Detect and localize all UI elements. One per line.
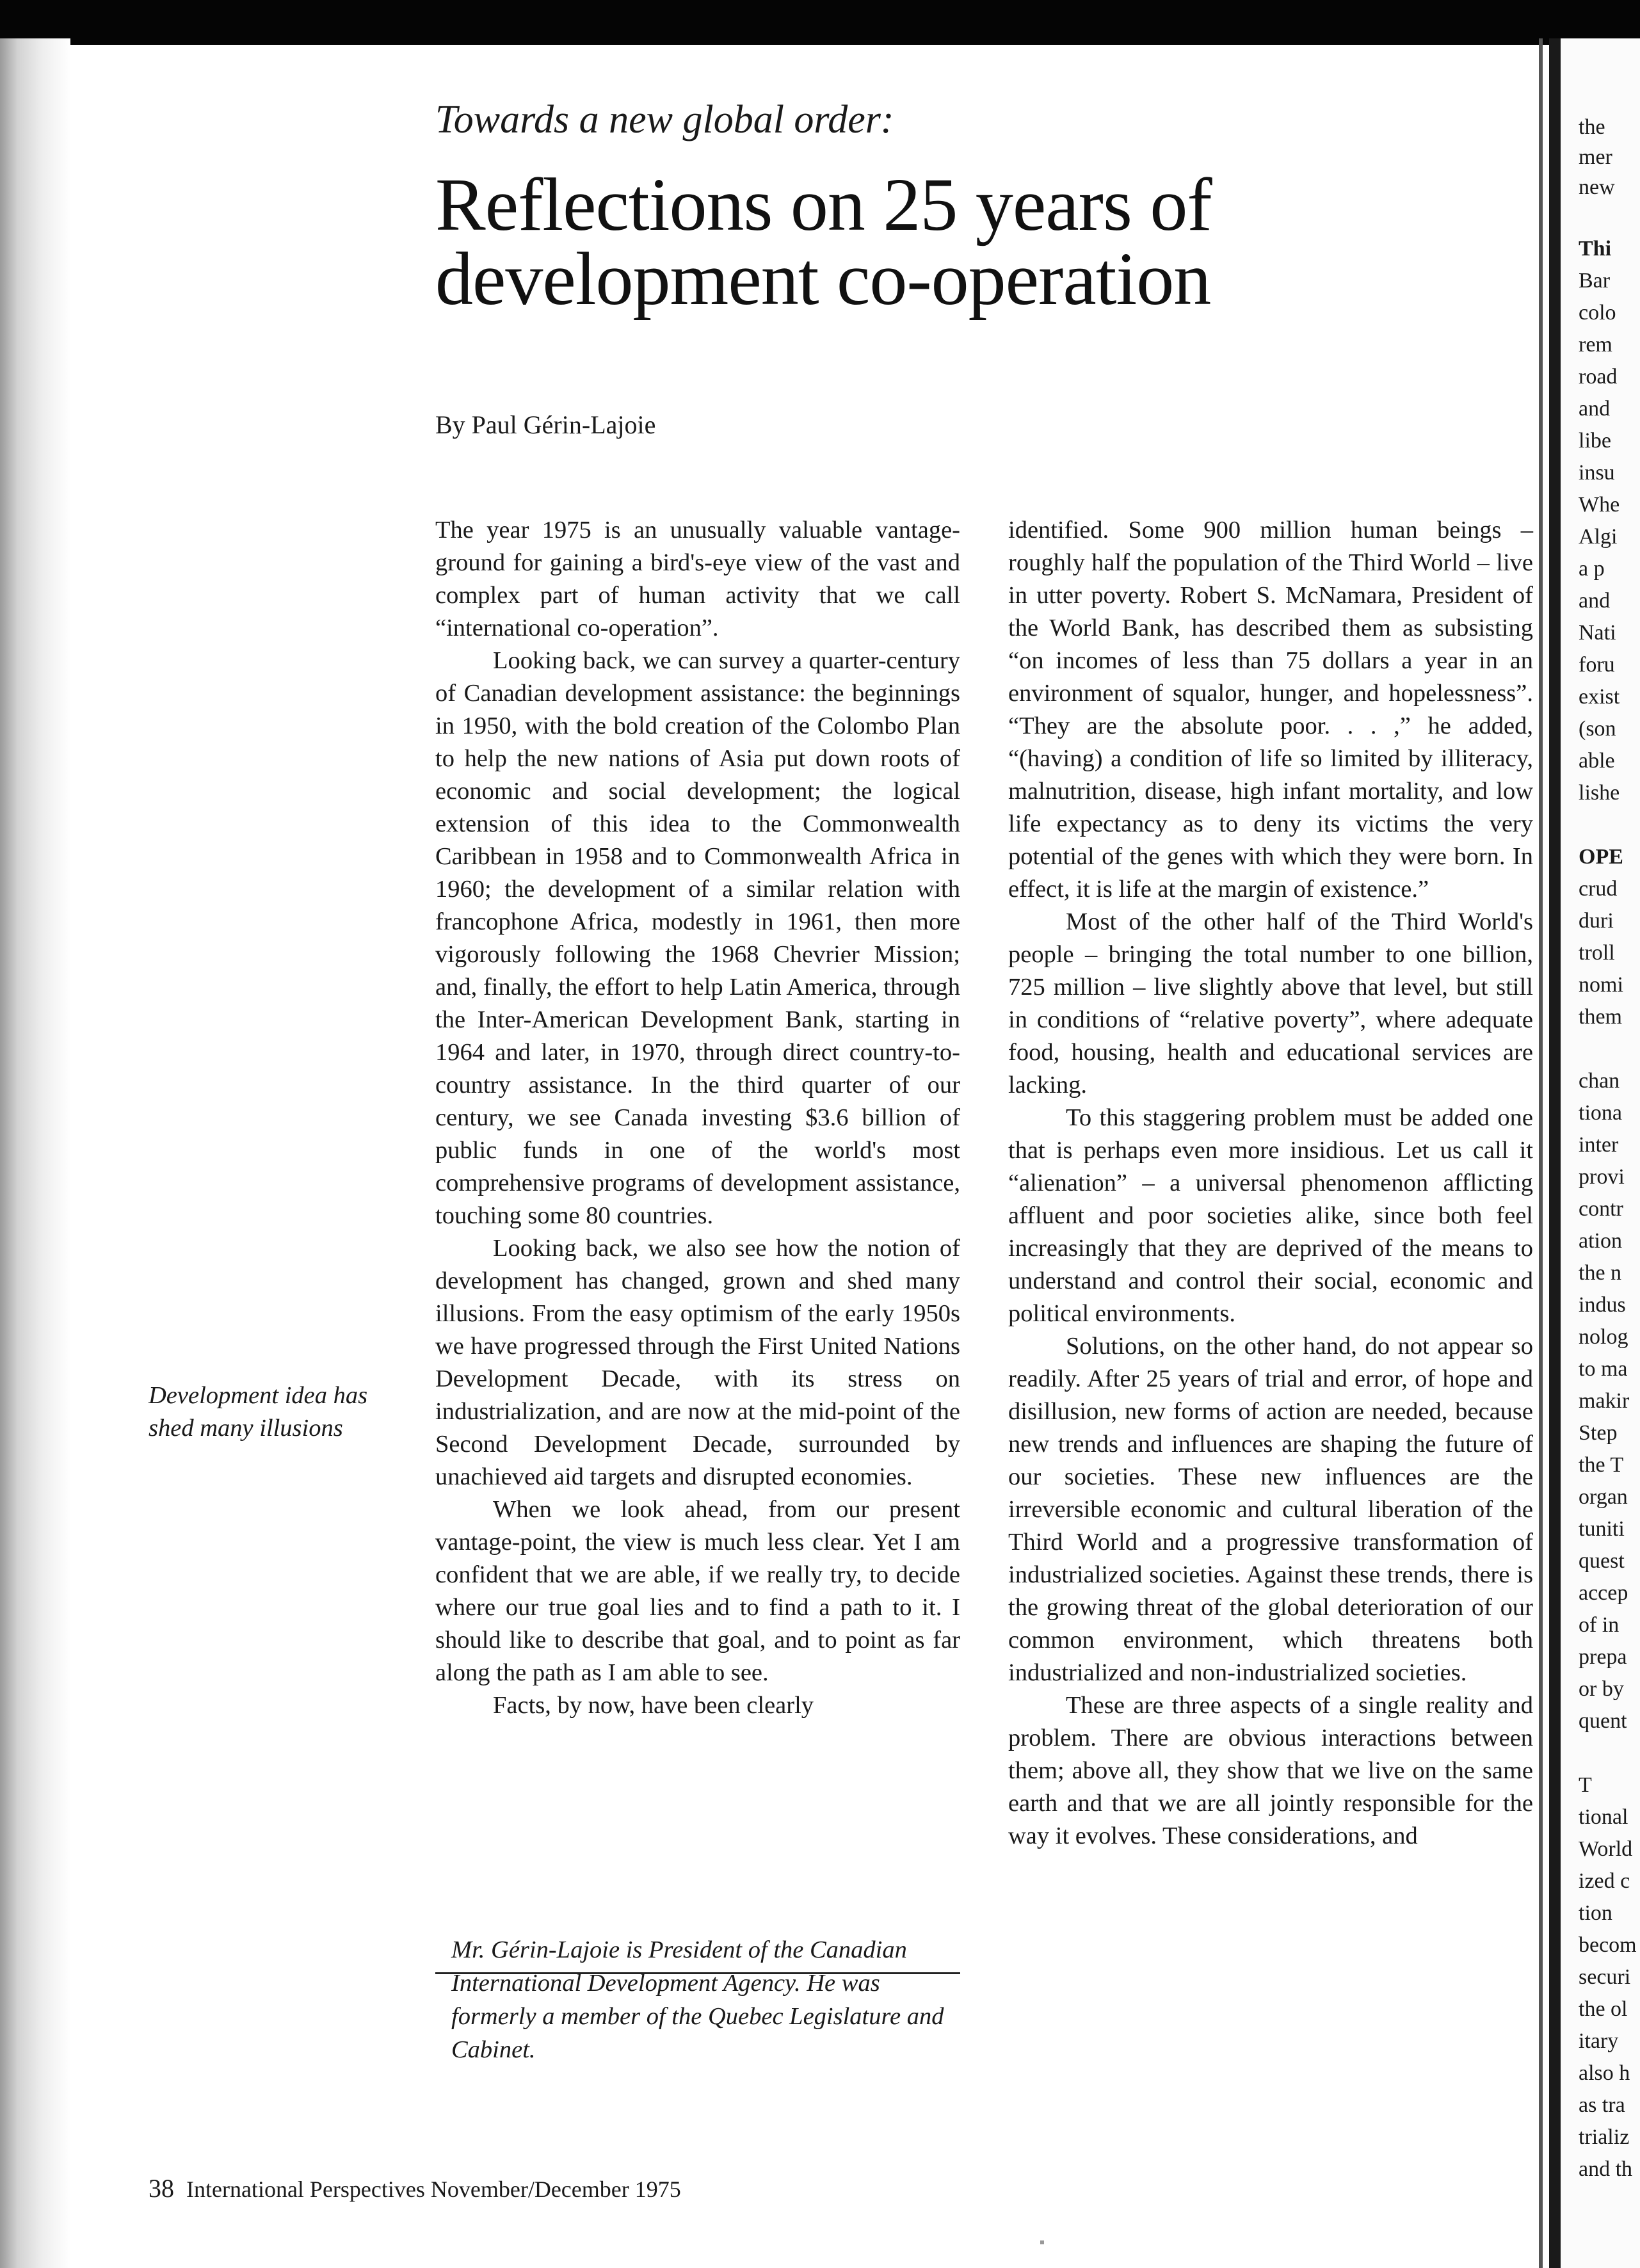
facing-page-text-fragment: Step	[1579, 1421, 1618, 1445]
facing-page-text-fragment: Algi	[1579, 525, 1618, 549]
facing-page-text-fragment: and th	[1579, 2157, 1633, 2181]
facing-page-text-fragment: Whe	[1579, 493, 1620, 517]
margin-note: Development idea has shed many illusions	[149, 1382, 368, 1442]
page-fold-line	[1539, 38, 1543, 2268]
facing-page-text-fragment: and	[1579, 589, 1611, 613]
facing-page-text-fragment: provi	[1579, 1165, 1625, 1189]
article-byline: By Paul Gérin-Lajoie	[435, 410, 656, 439]
facing-page-text-fragment: the ol	[1579, 1997, 1628, 2021]
facing-page-text-fragment: contr	[1579, 1197, 1623, 1221]
facing-page-text-fragment: inter	[1579, 1133, 1619, 1157]
facing-page-text-fragment: the	[1579, 115, 1605, 139]
facing-page-text-fragment: crud	[1579, 877, 1618, 901]
facing-page-text-fragment: the n	[1579, 1261, 1622, 1285]
facing-page-text-fragment: quent	[1579, 1709, 1627, 1733]
facing-page-text-fragment: them	[1579, 1005, 1622, 1029]
facing-page-text-fragment: road	[1579, 365, 1618, 389]
facing-page-text-fragment: rem	[1579, 333, 1612, 357]
body-column-1	[435, 514, 960, 1722]
publication-info: International Perspectives November/December 1975	[186, 2176, 681, 2202]
facing-page-text-fragment: insu	[1579, 461, 1615, 485]
facing-page-text-fragment: chan	[1579, 1069, 1620, 1093]
facing-page-text-fragment: tional	[1579, 1805, 1628, 1829]
facing-page-text-fragment: to ma	[1579, 1357, 1628, 1381]
page-footer	[149, 2173, 681, 2203]
facing-page-edge	[1549, 38, 1640, 2268]
facing-page-text-fragment: Bar	[1579, 269, 1611, 293]
facing-page-text-fragment: ized c	[1579, 1869, 1630, 1893]
paragraph: To this staggering problem must be added one that is perhaps even more insidious. Let us call it “alienation” – a universal phenomenon afflicting affluent and poor societies alike, since both feel increasingly that they are deprived of the means to understand and control their social, economic and political environments.	[1008, 1104, 1533, 1327]
scan-speck	[1040, 2240, 1044, 2244]
facing-page-text-fragment: accep	[1579, 1581, 1628, 1605]
facing-page-text-fragment: World	[1579, 1837, 1633, 1861]
scan-top-edge	[0, 0, 1640, 45]
facing-page-text-fragment: securi	[1579, 1965, 1631, 1989]
facing-page-text-fragment: a p	[1579, 557, 1605, 581]
facing-page-text-fragment: as tra	[1579, 2093, 1625, 2117]
facing-page-text-fragment: quest	[1579, 1549, 1625, 1573]
facing-page-text-fragment: T	[1579, 1773, 1592, 1797]
facing-page-text-fragment: trializ	[1579, 2125, 1630, 2149]
facing-page-text-fragment: tuniti	[1579, 1517, 1625, 1541]
facing-page-text-fragment: (son	[1579, 717, 1616, 741]
facing-page-text-fragment: exist	[1579, 685, 1620, 709]
facing-page-text-fragment: the T	[1579, 1453, 1624, 1477]
binding-gutter-shadow	[0, 38, 70, 2268]
paragraph: Looking back, we also see how the notion of development has changed, grown and shed many illusions. From the easy optimism of the early 1950s we have progressed through the First United Nations Development Decade, with its stress on industrialization, and are now at the mid-point of the Second Development Decade, surrounded by unachieved aid targets and disrupted economies.	[435, 1235, 960, 1490]
facing-page-text-fragment: organ	[1579, 1485, 1628, 1509]
facing-page-text-fragment: duri	[1579, 909, 1614, 933]
facing-page-text-fragment: indus	[1579, 1293, 1626, 1317]
facing-page-text-fragment: also h	[1579, 2061, 1630, 2085]
facing-page-text-fragment: Nati	[1579, 621, 1616, 645]
paragraph: These are three aspects of a single reality and problem. There are obvious interactions between them; above all, they show that we live on the same earth and that we are all jointly responsible for the way it evolves. These considerations, and	[1008, 1692, 1533, 1849]
facing-page-text-fragment: itary	[1579, 2029, 1619, 2053]
article-title: Reflections on 25 years of development co-operation	[435, 163, 1212, 321]
facing-page-text-fragment: foru	[1579, 653, 1615, 677]
facing-page-text-fragment: Thi	[1579, 237, 1612, 261]
facing-page-text-fragment: colo	[1579, 301, 1616, 325]
paragraph: The year 1975 is an unusually valuable vantage-ground for gaining a bird's-eye view of the vast and complex part of human activity that we call “international co-operation”.	[435, 517, 960, 641]
facing-page-text-fragment: nomi	[1579, 973, 1623, 997]
facing-page-text-fragment: lishe	[1579, 781, 1620, 805]
facing-page-text-fragment: libe	[1579, 429, 1611, 453]
facing-page-text-fragment: prepa	[1579, 1645, 1627, 1669]
author-bio-note: Mr. Gérin-Lajoie is President of the Canadian International Development Agency. He was formerly a member of the Quebec Legislature and Cabinet.	[451, 1936, 944, 2063]
facing-page-text-fragment: tiona	[1579, 1101, 1622, 1125]
paragraph: Facts, by now, have been clearly	[493, 1692, 814, 1719]
paragraph: identified. Some 900 million human beings – roughly half the population of the Third World – live in utter poverty. Robert S. McNamara, President of the World Bank, has described them as subsisting “on incomes of less than 75 dollars a year in an environment of squalor, hunger, and hopelessness”. “They are the absolute poor. . . ,” he added, “(having) a condition of life so limited by illiteracy, malnutrition, disease, high infant mortality, and low life expectancy as to deny its victims the very potential of the genes with which they were born. In effect, it is life at the margin of existence.”	[1008, 517, 1533, 903]
facing-page-text-fragment: becom	[1579, 1933, 1637, 1957]
facing-page-text-fragment: or by	[1579, 1677, 1624, 1701]
facing-page-text-fragment: tion	[1579, 1901, 1612, 1925]
paragraph: When we look ahead, from our present vantage-point, the view is much less clear. Yet I am confident that we are able, if we really try, to decide where our true goal lies and to find a path to it. I should like to describe that goal, and to point as far along the path as I am able to see.	[435, 1496, 960, 1686]
facing-page-text-fragment: new	[1579, 175, 1615, 199]
facing-page-text-fragment: troll	[1579, 941, 1615, 965]
facing-page-text-fragment: and	[1579, 397, 1611, 421]
facing-page-text-fragment: makir	[1579, 1389, 1630, 1413]
paragraph: Solutions, on the other hand, do not appear so readily. After 25 years of trial and error, of hope and disillusion, new forms of action are needed, because new trends and influences are shaping the future of our societies. These new influences are the irreversible economic and cultural liberation of the Third World and a progressive transformation of industrialized societies. Against these trends, there is the growing threat of the global deterioration of our common environment, which threatens both industrialized and non-industrialized societies.	[1008, 1333, 1533, 1686]
facing-page-text-fragment: OPE	[1579, 845, 1623, 869]
facing-page-text-fragment: of in	[1579, 1613, 1620, 1637]
facing-page-text-fragment: mer	[1579, 145, 1612, 169]
paragraph: Looking back, we can survey a quarter-century of Canadian development assistance: the beginnings in 1950, with the bold creation of the Colombo Plan to help the new nations of Asia put down roots of economic and social development; the logical extension of this idea to the Commonwealth Caribbean in 1958 and to Commonwealth Africa in 1960; the development of a similar relation with francophone Africa, modestly in 1961, then more vigorously following the 1968 Chevrier Mission; and, finally, the effort to help Latin America, through the Inter-American Development Bank, starting in 1964 and later, in 1970, through direct country-to-country assistance. In the third quarter of our century, we see Canada investing $3.6 billion of public funds in one of the world's most comprehensive programs of development assistance, touching some 80 countries.	[435, 647, 960, 1229]
facing-page-text-fragment: able	[1579, 749, 1615, 773]
page-number: 38	[149, 2174, 174, 2203]
facing-page-text-fragment: nolog	[1579, 1325, 1628, 1349]
paragraph: Most of the other half of the Third World's people – bringing the total number to one billion, 725 million – live slightly above that level, but still in conditions of “relative poverty”, where adequate food, housing, health and educational services are lacking.	[1008, 908, 1533, 1098]
facing-page-text-fragment: ation	[1579, 1229, 1622, 1253]
body-column-2	[1008, 514, 1533, 1853]
article-kicker: Towards a new global order:	[435, 98, 894, 141]
